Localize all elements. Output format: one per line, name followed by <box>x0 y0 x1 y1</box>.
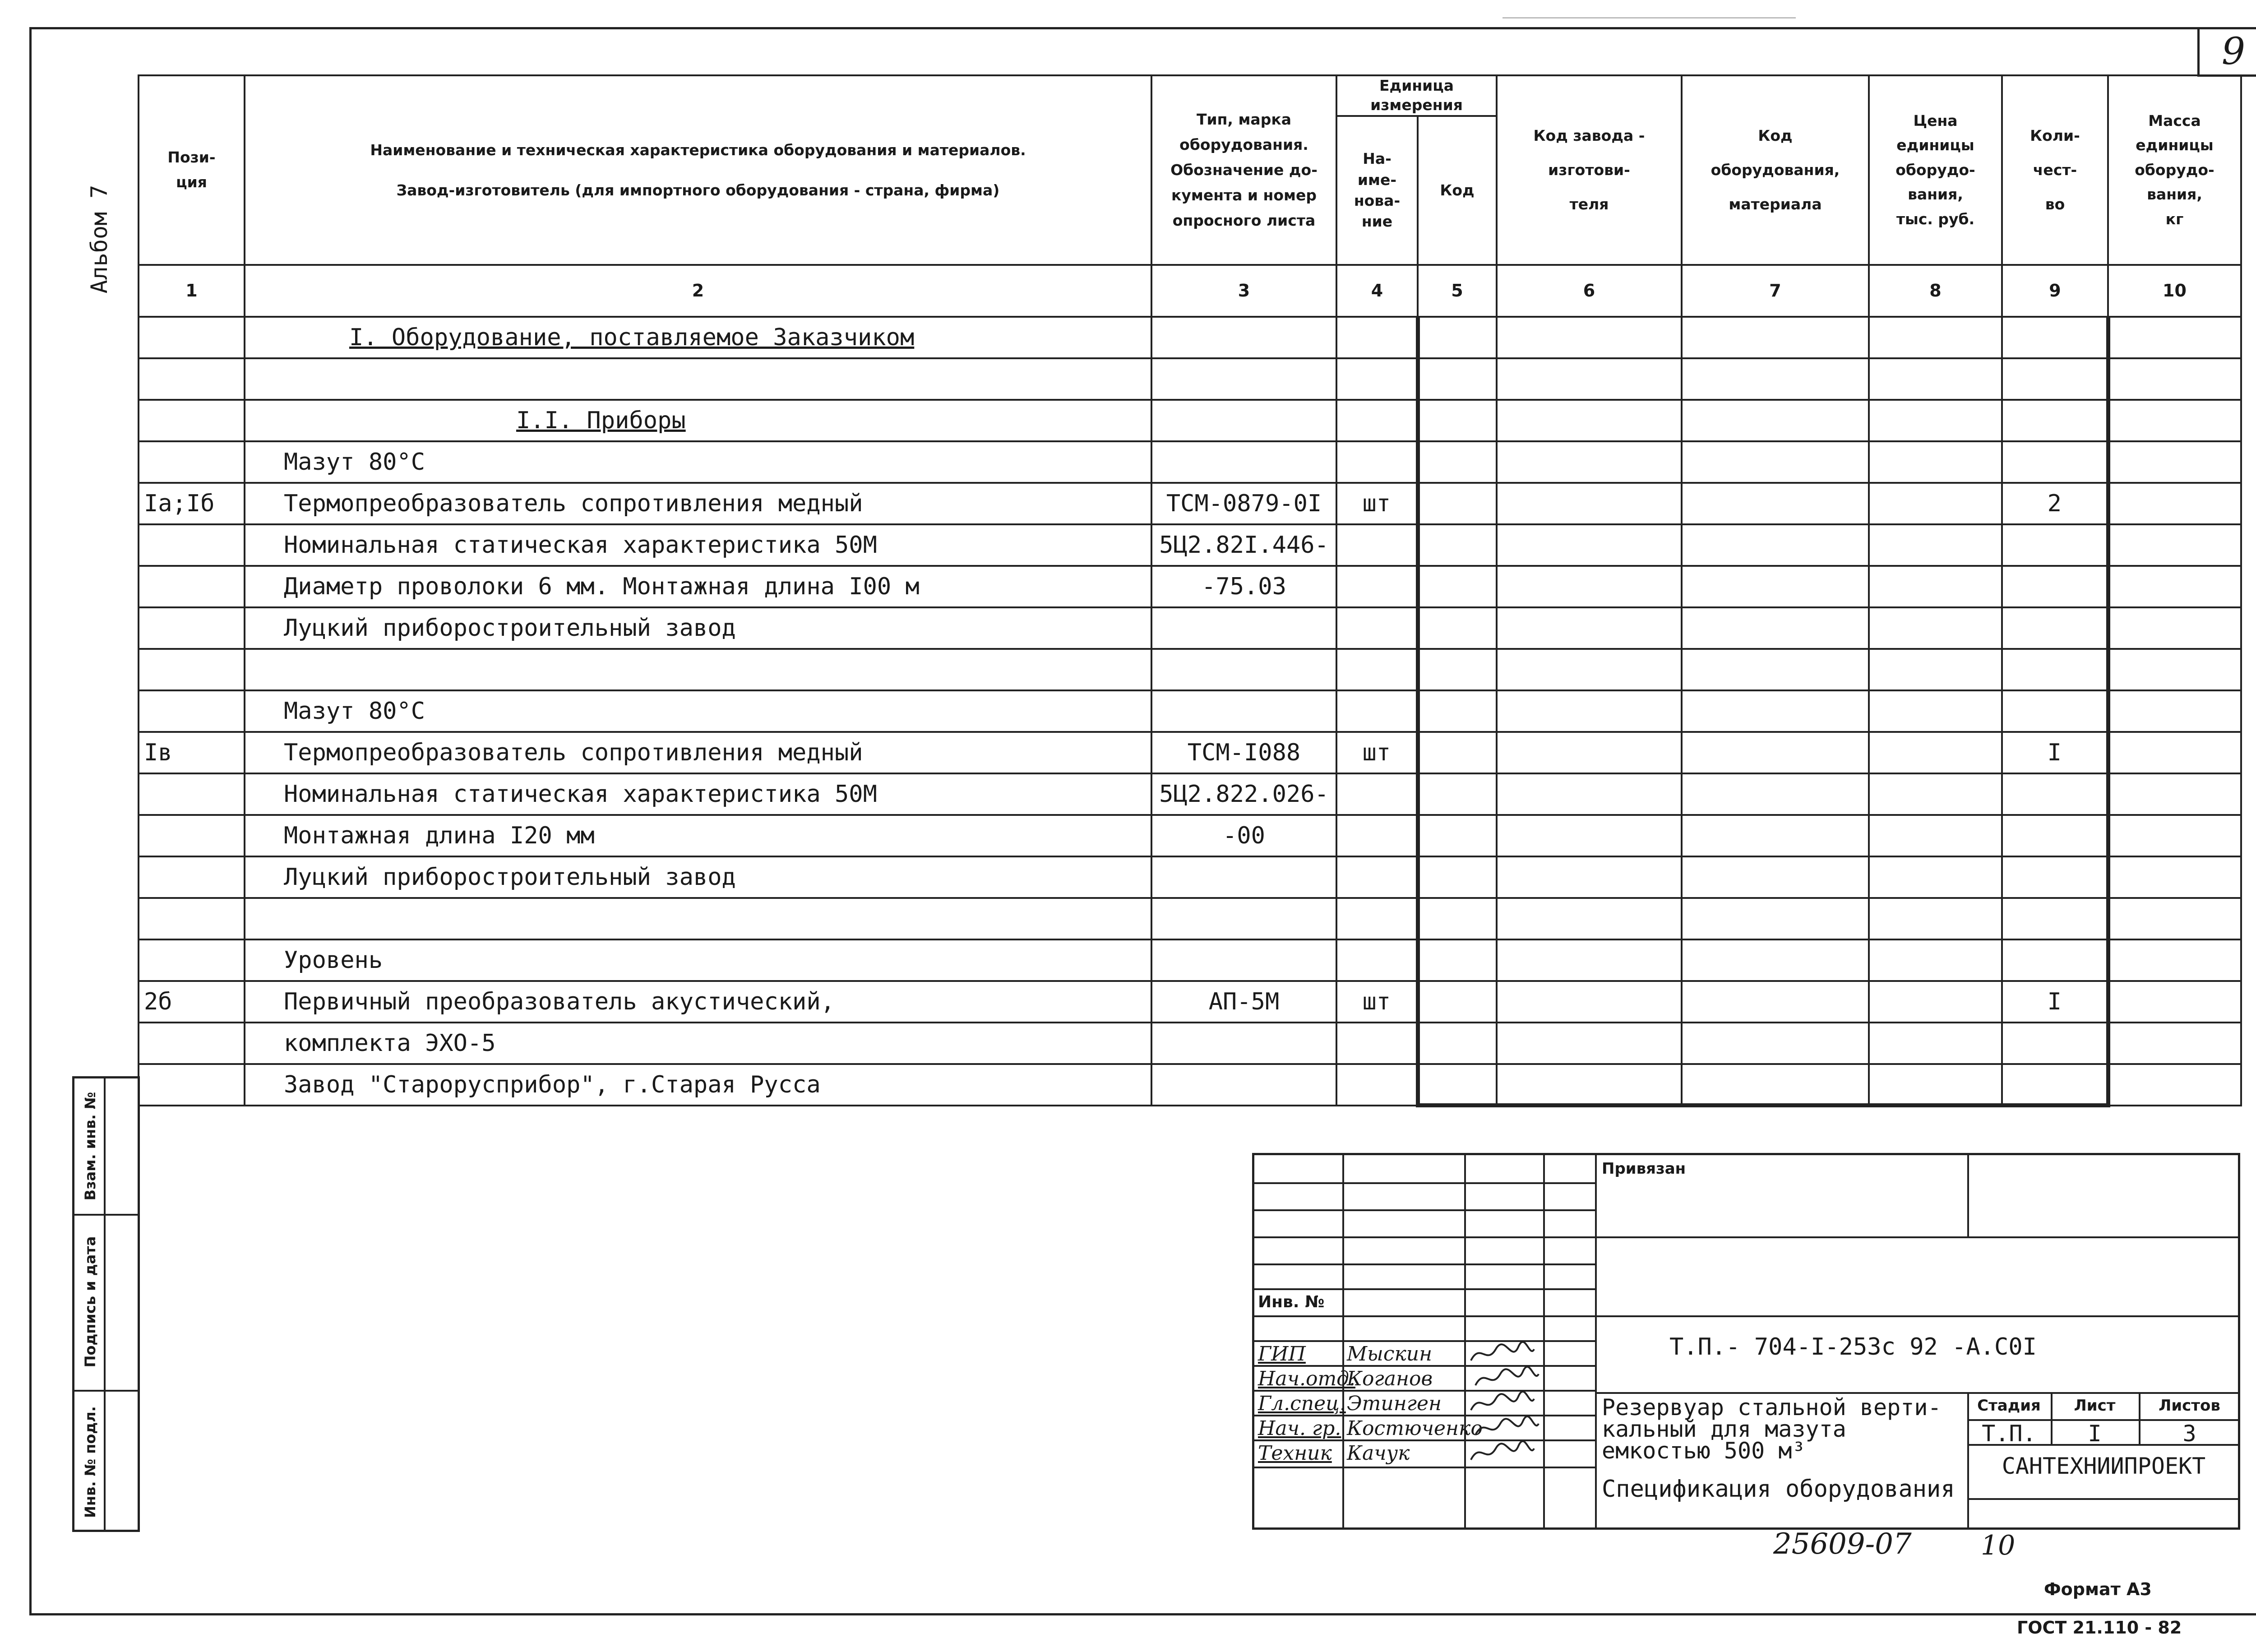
table-row <box>139 649 2241 690</box>
table-row <box>139 400 2241 441</box>
row-unit <box>1336 358 1418 400</box>
row-type <box>1151 856 1336 898</box>
row-manufacturer-code <box>1497 1064 1682 1106</box>
table-row <box>139 690 2241 732</box>
row-type <box>1151 441 1336 483</box>
row-mass <box>2108 358 2241 400</box>
table-row <box>139 524 2241 566</box>
row-quantity: I <box>2002 981 2108 1023</box>
row-name: Диаметр проволоки 6 мм. Монтажная длина I00 м <box>245 566 1151 607</box>
row-position <box>139 773 245 815</box>
row-price <box>1869 524 2002 566</box>
row-unit <box>1336 607 1418 649</box>
row-manufacturer-code <box>1497 441 1682 483</box>
row-unit-code <box>1418 1023 1497 1064</box>
row-manufacturer-code <box>1497 690 1682 732</box>
row-equipment-code <box>1682 773 1869 815</box>
row-price <box>1869 483 2002 524</box>
row-name: Уровень <box>245 939 1151 981</box>
linked-label: Привязан <box>1602 1160 1686 1178</box>
side-stamp <box>72 1076 140 1532</box>
row-mass <box>2108 981 2241 1023</box>
row-mass <box>2108 773 2241 815</box>
signature-icon <box>1469 1390 1536 1417</box>
header-type: Тип, марка оборудования. Обозначение до- кумента и номер опросного листа <box>1151 75 1336 265</box>
row-unit-code <box>1418 856 1497 898</box>
row-price <box>1869 939 2002 981</box>
sheet-value: I <box>2088 1421 2102 1447</box>
signer-name: Этинген <box>1347 1392 1442 1415</box>
row-type <box>1151 898 1336 939</box>
table-row <box>139 317 2241 358</box>
col-number: 3 <box>1151 265 1336 317</box>
row-manufacturer-code <box>1497 483 1682 524</box>
row-quantity <box>2002 939 2108 981</box>
row-equipment-code <box>1682 898 1869 939</box>
row-type <box>1151 400 1336 441</box>
row-type <box>1151 317 1336 358</box>
row-position <box>139 400 245 441</box>
row-mass <box>2108 566 2241 607</box>
table-row <box>139 358 2241 400</box>
row-name: Луцкий приборостроительный завод <box>245 607 1151 649</box>
row-price <box>1869 566 2002 607</box>
row-manufacturer-code <box>1497 773 1682 815</box>
signer-name: Качук <box>1347 1442 1410 1465</box>
signature-icon <box>1473 1415 1541 1442</box>
col-number: 10 <box>2108 265 2241 317</box>
row-manufacturer-code <box>1497 1023 1682 1064</box>
row-equipment-code <box>1682 524 1869 566</box>
row-position <box>139 815 245 856</box>
row-equipment-code <box>1682 483 1869 524</box>
col-number: 9 <box>2002 265 2108 317</box>
row-unit-code <box>1418 607 1497 649</box>
row-name <box>245 358 1151 400</box>
row-equipment-code <box>1682 441 1869 483</box>
row-unit <box>1336 566 1418 607</box>
row-type <box>1151 358 1336 400</box>
row-position <box>139 690 245 732</box>
document-code: Т.П.- 704-I-253с 92 -А.С0I <box>1669 1333 2037 1360</box>
row-type: 5Ц2.82I.446- <box>1151 524 1336 566</box>
row-name: Луцкий приборостроительный завод <box>245 856 1151 898</box>
row-price <box>1869 690 2002 732</box>
row-unit <box>1336 400 1418 441</box>
table-row <box>139 773 2241 815</box>
row-manufacturer-code <box>1497 981 1682 1023</box>
row-mass <box>2108 898 2241 939</box>
row-mass <box>2108 483 2241 524</box>
row-equipment-code <box>1682 856 1869 898</box>
row-price <box>1869 1064 2002 1106</box>
header-name: Наименование и техническая характеристика оборудования и материалов. Завод-изготовитель (для импортного оборудования - страна, фирма) <box>245 75 1151 265</box>
row-unit-code <box>1418 939 1497 981</box>
row-unit <box>1336 1064 1418 1106</box>
row-unit: шт <box>1336 732 1418 773</box>
row-price <box>1869 981 2002 1023</box>
row-price <box>1869 649 2002 690</box>
stage-value: Т.П. <box>1982 1421 2036 1447</box>
row-price <box>1869 732 2002 773</box>
row-price <box>1869 1023 2002 1064</box>
row-manufacturer-code <box>1497 400 1682 441</box>
row-unit-code <box>1418 815 1497 856</box>
album-label: Альбом 7 <box>86 185 112 294</box>
format-label: Формат А3 <box>2044 1579 2152 1599</box>
row-name <box>245 898 1151 939</box>
row-equipment-code <box>1682 1064 1869 1106</box>
row-mass <box>2108 815 2241 856</box>
row-quantity: 2 <box>2002 483 2108 524</box>
row-mass <box>2108 649 2241 690</box>
row-manufacturer-code <box>1497 939 1682 981</box>
organization: САНТЕХНИИПРОЕКТ <box>2002 1453 2206 1479</box>
row-type <box>1151 690 1336 732</box>
original-inv-label: Инв. № подл. <box>82 1406 99 1518</box>
row-manufacturer-code <box>1497 732 1682 773</box>
row-unit <box>1336 773 1418 815</box>
row-position: Iв <box>139 732 245 773</box>
row-mass <box>2108 317 2241 358</box>
row-position <box>139 856 245 898</box>
row-quantity <box>2002 1023 2108 1064</box>
row-position <box>139 898 245 939</box>
row-manufacturer-code <box>1497 358 1682 400</box>
row-unit: шт <box>1336 483 1418 524</box>
col-number: 1 <box>139 265 245 317</box>
row-manufacturer-code <box>1497 856 1682 898</box>
row-unit <box>1336 317 1418 358</box>
row-position <box>139 524 245 566</box>
table-row <box>139 566 2241 607</box>
row-manufacturer-code <box>1497 649 1682 690</box>
row-name <box>245 649 1151 690</box>
row-price <box>1869 607 2002 649</box>
row-unit-code <box>1418 566 1497 607</box>
row-price <box>1869 441 2002 483</box>
row-unit-code <box>1418 483 1497 524</box>
signer-name: Коганов <box>1347 1367 1433 1390</box>
signer-role: ГИП <box>1258 1342 1306 1365</box>
row-quantity <box>2002 1064 2108 1106</box>
row-position: Iа;Iб <box>139 483 245 524</box>
signer-role: Техник <box>1258 1442 1332 1465</box>
row-unit-code <box>1418 317 1497 358</box>
row-unit <box>1336 815 1418 856</box>
signer-name: Костюченко <box>1347 1417 1483 1440</box>
col-number: 7 <box>1682 265 1869 317</box>
row-quantity <box>2002 441 2108 483</box>
row-manufacturer-code <box>1497 607 1682 649</box>
col-number: 6 <box>1497 265 1682 317</box>
header-unit-group: Единица измерения <box>1336 75 1497 116</box>
row-equipment-code <box>1682 1023 1869 1064</box>
table-row <box>139 898 2241 939</box>
row-equipment-code <box>1682 981 1869 1023</box>
row-name: I. Оборудование, поставляемое Заказчиком <box>245 317 1151 358</box>
row-manufacturer-code <box>1497 566 1682 607</box>
header-mass: Масса единицы оборудо- вания, кг <box>2108 75 2241 265</box>
row-unit-code <box>1418 441 1497 483</box>
row-position: 2б <box>139 981 245 1023</box>
row-type: 5Ц2.822.026- <box>1151 773 1336 815</box>
row-price <box>1869 898 2002 939</box>
row-unit-code <box>1418 649 1497 690</box>
title-block <box>1252 1153 2240 1530</box>
row-name: Номинальная статическая характеристика 50М <box>245 524 1151 566</box>
row-equipment-code <box>1682 566 1869 607</box>
row-equipment-code <box>1682 358 1869 400</box>
row-unit-code <box>1418 1064 1497 1106</box>
row-quantity <box>2002 317 2108 358</box>
row-name: комплекта ЭХО-5 <box>245 1023 1151 1064</box>
sheet-label: Лист <box>2074 1397 2116 1415</box>
scan-mark <box>1502 17 1796 19</box>
replacement-inv-label: Взам. инв. № <box>82 1092 99 1201</box>
col-number: 4 <box>1336 265 1418 317</box>
header-manufacturer-code: Код завода - изготови- теля <box>1497 75 1682 265</box>
row-equipment-code <box>1682 607 1869 649</box>
row-name: Мазут 80°С <box>245 441 1151 483</box>
row-unit <box>1336 441 1418 483</box>
row-name: I.I. Приборы <box>245 400 1151 441</box>
row-unit-code <box>1418 690 1497 732</box>
row-unit-code <box>1418 358 1497 400</box>
col-number: 8 <box>1869 265 2002 317</box>
row-price <box>1869 856 2002 898</box>
row-mass <box>2108 690 2241 732</box>
table-row <box>139 856 2241 898</box>
sheets-value: 3 <box>2182 1421 2196 1447</box>
table-row <box>139 483 2241 524</box>
signature-icon <box>1469 1439 1536 1467</box>
row-name: Монтажная длина I20 мм <box>245 815 1151 856</box>
header-position: Пози- ция <box>139 75 245 265</box>
signer-name: Мыскин <box>1347 1342 1433 1365</box>
signer-role: Нач. гр. <box>1258 1417 1341 1440</box>
table-row <box>139 607 2241 649</box>
row-unit: шт <box>1336 981 1418 1023</box>
row-type: ТСМ-0879-0I <box>1151 483 1336 524</box>
row-mass <box>2108 939 2241 981</box>
stage-label: Стадия <box>1977 1397 2041 1415</box>
header-unit-code: Код <box>1418 116 1497 265</box>
sheets-label: Листов <box>2159 1397 2220 1415</box>
row-quantity <box>2002 358 2108 400</box>
col-number: 2 <box>245 265 1151 317</box>
row-quantity <box>2002 649 2108 690</box>
row-quantity <box>2002 607 2108 649</box>
row-quantity: I <box>2002 732 2108 773</box>
row-mass <box>2108 400 2241 441</box>
specification-table <box>138 74 2242 1107</box>
table-row <box>139 1064 2241 1106</box>
row-price <box>1869 773 2002 815</box>
drawing-title: Резервуар стальной верти- кальный для мазута емкостью 500 м³ <box>1602 1394 1942 1464</box>
row-unit-code <box>1418 898 1497 939</box>
row-name: Термопреобразователь сопротивления медный <box>245 732 1151 773</box>
signer-role: Гл.спец. <box>1258 1392 1346 1415</box>
row-type: ТСМ-I088 <box>1151 732 1336 773</box>
inv-number-label: Инв. № <box>1258 1293 1325 1311</box>
row-position <box>139 607 245 649</box>
row-type: -00 <box>1151 815 1336 856</box>
row-type: АП-5М <box>1151 981 1336 1023</box>
row-position <box>139 317 245 358</box>
table-row <box>139 732 2241 773</box>
row-unit <box>1336 524 1418 566</box>
table-row <box>139 981 2241 1023</box>
row-equipment-code <box>1682 732 1869 773</box>
row-position <box>139 566 245 607</box>
col-number: 5 <box>1418 265 1497 317</box>
row-name: Термопреобразователь сопротивления медный <box>245 483 1151 524</box>
table-row <box>139 441 2241 483</box>
signature-date-label: Подпись и дата <box>82 1236 99 1368</box>
row-price <box>1869 815 2002 856</box>
row-position <box>139 939 245 981</box>
row-equipment-code <box>1682 815 1869 856</box>
row-position <box>139 441 245 483</box>
gost-label: ГОСТ 21.110 - 82 <box>2017 1618 2182 1638</box>
row-unit <box>1336 939 1418 981</box>
row-unit-code <box>1418 732 1497 773</box>
row-quantity <box>2002 898 2108 939</box>
archive-number: 25609-07 <box>1773 1527 1912 1561</box>
row-price <box>1869 358 2002 400</box>
header-quantity: Коли- чест- во <box>2002 75 2108 265</box>
signature-icon <box>1473 1365 1541 1392</box>
row-price <box>1869 400 2002 441</box>
row-quantity <box>2002 400 2108 441</box>
row-unit <box>1336 898 1418 939</box>
header-price: Цена единицы оборудо- вания, тыс. руб. <box>1869 75 2002 265</box>
row-type <box>1151 607 1336 649</box>
specification-title: Спецификация оборудования <box>1602 1476 1955 1503</box>
row-mass <box>2108 1023 2241 1064</box>
row-equipment-code <box>1682 317 1869 358</box>
row-quantity <box>2002 690 2108 732</box>
row-quantity <box>2002 566 2108 607</box>
row-quantity <box>2002 815 2108 856</box>
row-unit <box>1336 856 1418 898</box>
row-mass <box>2108 524 2241 566</box>
row-manufacturer-code <box>1497 317 1682 358</box>
row-manufacturer-code <box>1497 815 1682 856</box>
signature-icon <box>1469 1340 1536 1367</box>
table-row <box>139 815 2241 856</box>
row-mass <box>2108 1064 2241 1106</box>
row-manufacturer-code <box>1497 524 1682 566</box>
row-equipment-code <box>1682 400 1869 441</box>
row-quantity <box>2002 524 2108 566</box>
row-unit <box>1336 649 1418 690</box>
row-type <box>1151 649 1336 690</box>
row-position <box>139 358 245 400</box>
signer-role: Нач.отд. <box>1258 1367 1356 1390</box>
row-manufacturer-code <box>1497 898 1682 939</box>
row-position <box>139 1023 245 1064</box>
row-type <box>1151 1064 1336 1106</box>
row-name: Завод "Старорусприбор", г.Старая Русса <box>245 1064 1151 1106</box>
row-type <box>1151 1023 1336 1064</box>
row-unit <box>1336 690 1418 732</box>
row-position <box>139 1064 245 1106</box>
row-unit-code <box>1418 981 1497 1023</box>
row-name: Номинальная статическая характеристика 50М <box>245 773 1151 815</box>
row-type: -75.03 <box>1151 566 1336 607</box>
row-mass <box>2108 607 2241 649</box>
table-row <box>139 1023 2241 1064</box>
row-position <box>139 649 245 690</box>
row-name: Мазут 80°С <box>245 690 1151 732</box>
row-price <box>1869 317 2002 358</box>
table-row <box>139 939 2241 981</box>
header-equipment-code: Код оборудования, материала <box>1682 75 1869 265</box>
row-quantity <box>2002 856 2108 898</box>
archive-sheet: 10 <box>1981 1530 2016 1561</box>
row-unit-code <box>1418 400 1497 441</box>
row-unit-code <box>1418 773 1497 815</box>
row-equipment-code <box>1682 939 1869 981</box>
row-name: Первичный преобразователь акустический, <box>245 981 1151 1023</box>
row-unit-code <box>1418 524 1497 566</box>
header-unit-name: На- име- нова- ние <box>1336 116 1418 265</box>
row-mass <box>2108 441 2241 483</box>
row-equipment-code <box>1682 649 1869 690</box>
sheet-number: 9 <box>2197 27 2256 77</box>
row-mass <box>2108 856 2241 898</box>
row-mass <box>2108 732 2241 773</box>
row-unit <box>1336 1023 1418 1064</box>
row-type <box>1151 939 1336 981</box>
row-equipment-code <box>1682 690 1869 732</box>
row-quantity <box>2002 773 2108 815</box>
